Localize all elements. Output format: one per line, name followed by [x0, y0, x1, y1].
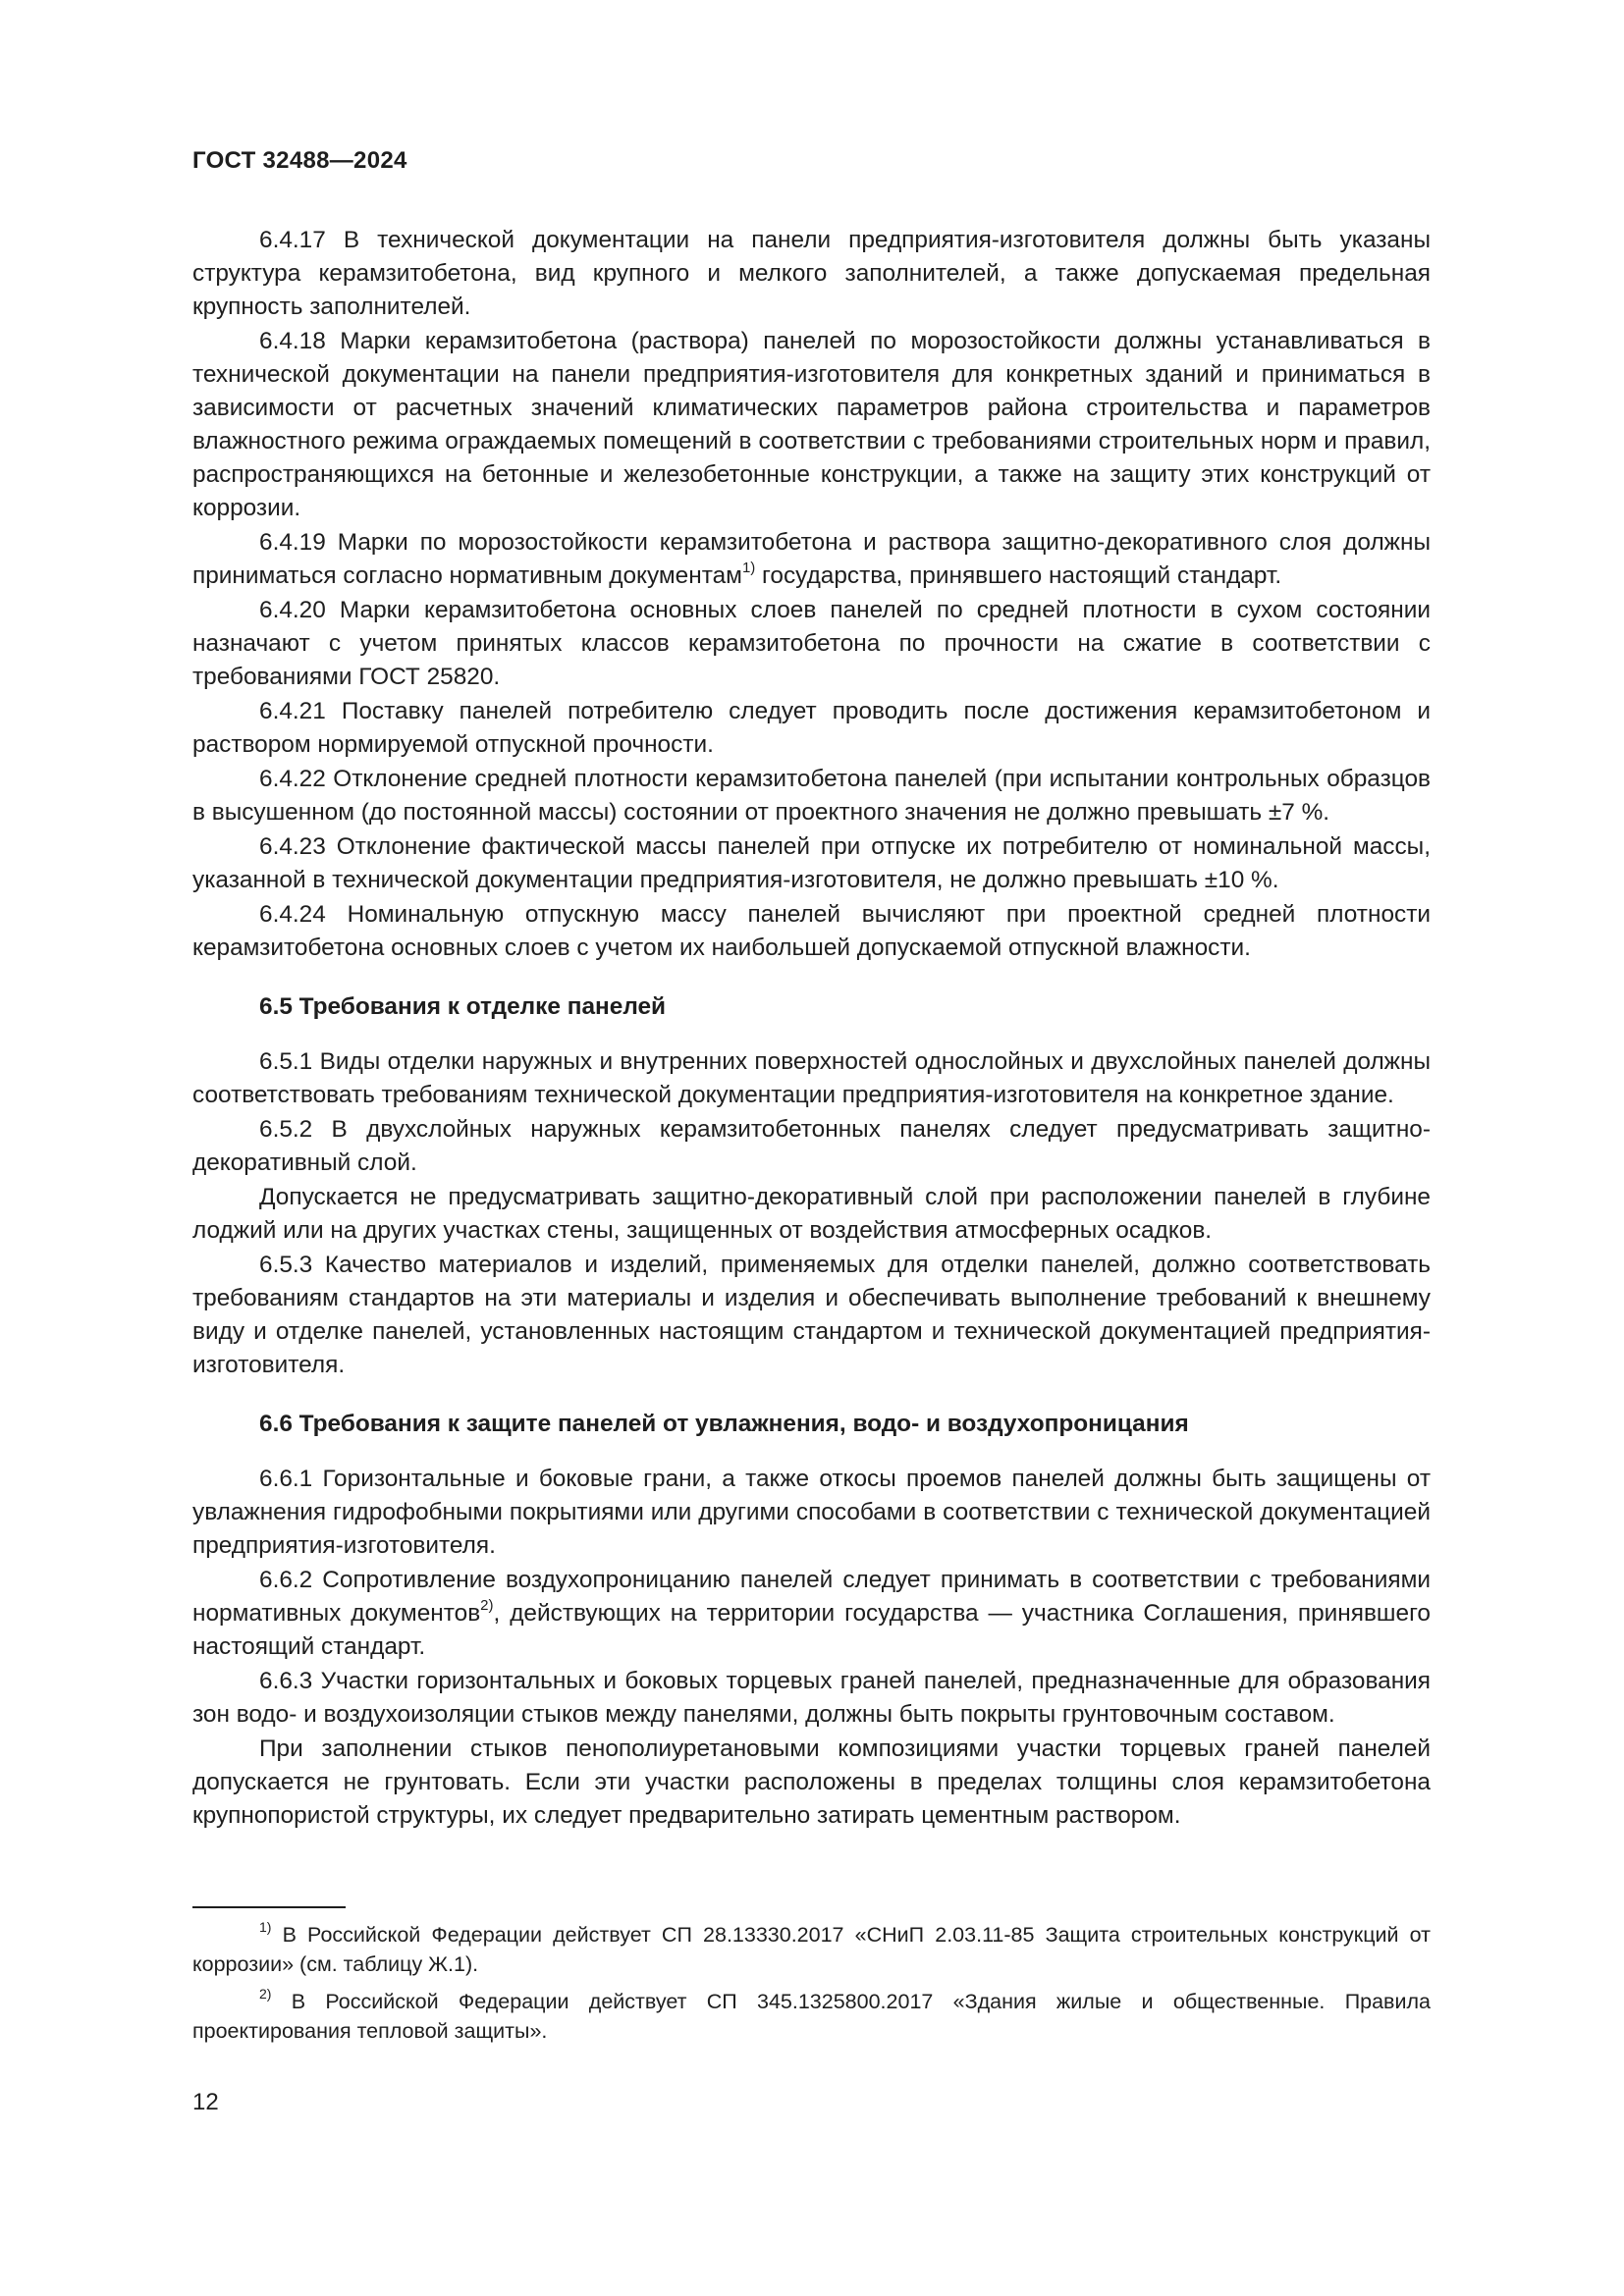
document-header-id: ГОСТ 32488—2024 [192, 147, 407, 174]
footnote-1-mark: 1) [259, 1918, 272, 1935]
paragraph-6-5-2: 6.5.2 В двухслойных наружных керамзитобетонных панелях следует предусматривать защитно-декоративный слой. [192, 1116, 1431, 1176]
paragraph-6-6-2-text-a: 6.6.2 Сопротивление воздухопроницанию панелей следует принимать в соответствии с требованиями нормативных документов [192, 1567, 1431, 1627]
paragraph-6-5-1: 6.5.1 Виды отделки наружных и внутренних поверхностей однослойных и двухслойных панелей должны соответствовать требованиям технической документации предприятия-изготовителя на конкретное здание. [192, 1048, 1431, 1108]
paragraph-6-5-3: 6.5.3 Качество материалов и изделий, применяемых для отделки панелей, должно соответствовать требованиям стандартов на эти материалы и изделия и обеспечивать выполнение требований к внешнему виду и отделке панелей, установленных настоящим стандартом и технической документацией предприятия-изготовителя. [192, 1252, 1431, 1378]
paragraph-6-6-3: 6.6.3 Участки горизонтальных и боковых торцевых граней панелей, предназначенные для образования зон водо- и воздухоизоляции стыков между панелями, должны быть покрыты грунтовочным составом. [192, 1668, 1431, 1728]
footnote-ref-1: 1) [741, 559, 756, 576]
paragraph-6-4-17: 6.4.17 В технической документации на панели предприятия-изготовителя должны быть указаны структура керамзитобетона, вид крупного и мелкого заполнителей, а также допускаемая предельная крупность заполнителей. [192, 227, 1431, 320]
paragraph-6-4-22: 6.4.22 Отклонение средней плотности керамзитобетона панелей (при испытании контрольных образцов в высушенном (до постоянной массы) состоянии от проектного значения не должно превышать ±7 %. [192, 766, 1431, 826]
paragraph-6-4-24: 6.4.24 Номинальную отпускную массу панелей вычисляют при проектной средней плотности керамзитобетона основных слоев с учетом их наибольшей допускаемой отпускной влажности. [192, 901, 1431, 961]
footnote-1-text: В Российской Федерации действует СП 28.13330.2017 «СНиП 2.03.11-85 Защита строительных конструкций от коррозии» (см. таблицу Ж.1). [192, 1923, 1431, 1976]
section-6-6-title: 6.6 Требования к защите панелей от увлажнения, водо- и воздухопроницания [259, 1411, 1189, 1437]
paragraph-6-4-23: 6.4.23 Отклонение фактической массы панелей при отпуске их потребителю от номинальной массы, указанной в технической документации предприятия-изготовителя, не должно превышать ±10 %. [192, 833, 1431, 893]
paragraph-6-6-3-cont: При заполнении стыков пенополиуретановыми композициями участки торцевых граней панелей допускается не грунтовать. Если эти участки расположены в пределах толщины слоя керамзитобетона крупнопористой структуры, их следует предварительно затирать цементным раствором. [192, 1735, 1431, 1829]
footnote-2 [192, 1987, 1431, 2046]
footnote-rule [192, 1906, 346, 1908]
paragraph-6-4-19-text-a: 6.4.19 Марки по морозостойкости керамзитобетона и раствора защитно-декоративного слоя должны приниматься согласно нормативным документам [192, 529, 1431, 589]
paragraph-6-6-1: 6.6.1 Горизонтальные и боковые грани, а также откосы проемов панелей должны быть защищены от увлажнения гидрофобными покрытиями или другими способами в соответствии с технической документацией предприятия-изготовителя. [192, 1466, 1431, 1559]
paragraph-6-6-2-text-b: , действующих на территории государства — участника Соглашения, принявшего настоящий стандарт. [192, 1600, 1431, 1660]
paragraph-6-5-2-cont: Допускается не предусматривать защитно-декоративный слой при расположении панелей в глубине лоджий или на других участках стены, защищенных от воздействия атмосферных осадков. [192, 1184, 1431, 1244]
paragraph-6-4-21: 6.4.21 Поставку панелей потребителю следует проводить после достижения керамзитобетоном и раствором нормируемой отпускной прочности. [192, 698, 1431, 758]
footnote-2-mark: 2) [259, 1985, 272, 2002]
footnote-2-text: В Российской Федерации действует СП 345.1325800.2017 «Здания жилые и общественные. Правила проектирования тепловой защиты». [192, 1990, 1431, 2043]
section-6-5-title: 6.5 Требования к отделке панелей [259, 993, 667, 1020]
paragraph-6-6-2 [192, 1564, 1431, 1664]
footnote-ref-2: 2) [480, 1596, 494, 1614]
paragraph-6-4-20: 6.4.20 Марки керамзитобетона основных слоев панелей по средней плотности в сухом состоянии назначают с учетом принятых классов керамзитобетона по прочности на сжатие в соответствии с требованиями ГОСТ 25820. [192, 597, 1431, 690]
paragraph-6-4-19 [192, 526, 1431, 593]
footnotes [192, 1906, 1431, 2054]
page-number: 12 [192, 2089, 219, 2115]
footnote-1 [192, 1920, 1431, 1979]
paragraph-6-4-18: 6.4.18 Марки керамзитобетона (раствора) панелей по морозостойкости должны устанавливаться в технической документации на панели предприятия-изготовителя для конкретных зданий и приниматься в зависимости от расчетных значений климатических параметров района строительства и параметров влажностного режима ограждаемых помещений в соответствии с требованиями строительных норм и правил, распространяющихся на бетонные и железобетонные конструкции, а также на защиту этих конструкций от коррозии. [192, 328, 1431, 521]
document-body [192, 224, 1431, 1833]
paragraph-6-4-19-text-b: государства, принявшего настоящий стандарт. [755, 562, 1282, 589]
